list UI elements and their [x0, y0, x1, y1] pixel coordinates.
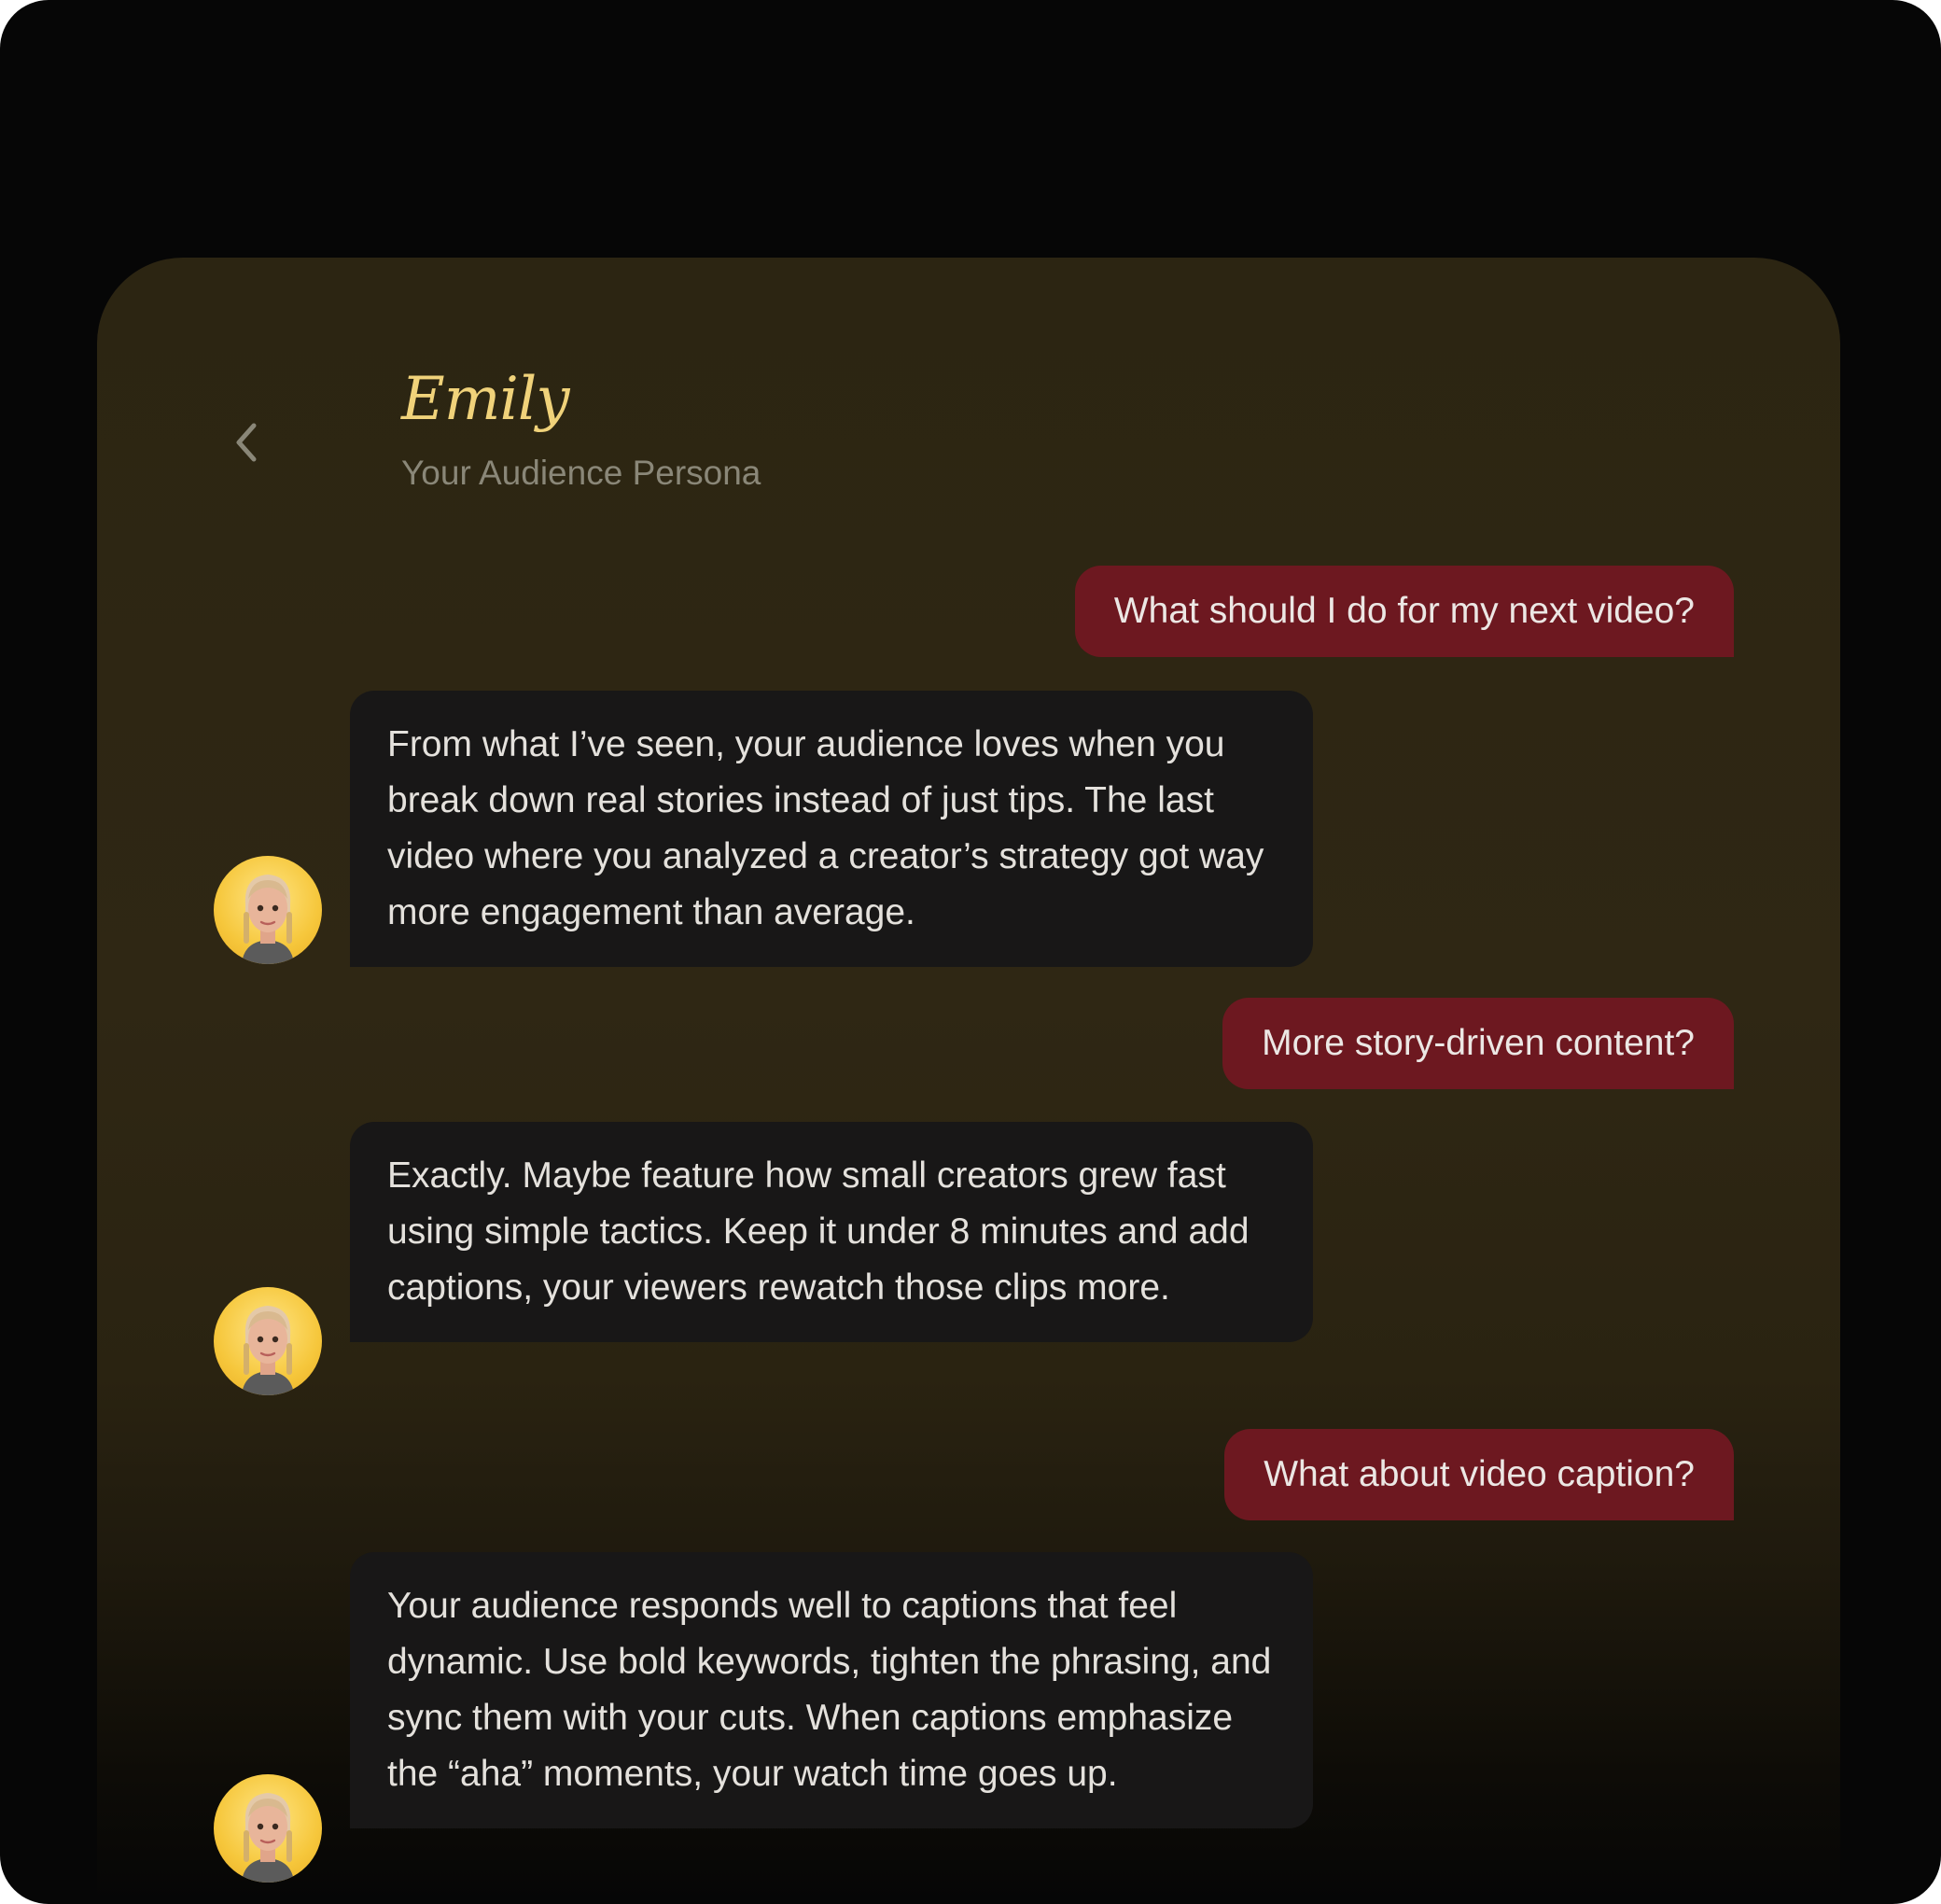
chat-panel [97, 258, 1840, 1904]
assistant-message: From what I’ve seen, your audience loves when you break down real stories instead of just tips. The last video where you analyzed a creator’s strategy got way more engagement than average. [350, 691, 1313, 967]
user-message: More story-driven content? [1222, 998, 1734, 1089]
persona-avatar [214, 856, 322, 964]
back-button[interactable] [218, 414, 274, 470]
user-message: What should I do for my next video? [1075, 566, 1734, 657]
persona-name: Emily [401, 365, 569, 434]
persona-subtitle: Your Audience Persona [401, 454, 761, 492]
persona-avatar [214, 1287, 322, 1395]
persona-avatar [214, 1774, 322, 1883]
assistant-message: Your audience responds well to captions that feel dynamic. Use bold keywords, tighten the phrasing, and sync them with your cuts. When captions emphasize the “aha” moments, your watch time goes up. [350, 1552, 1313, 1828]
user-message: What about video caption? [1224, 1429, 1734, 1520]
chevron-left-icon [230, 420, 263, 465]
assistant-message: Exactly. Maybe feature how small creators grew fast using simple tactics. Keep it under 8 minutes and add captions, your viewers rewatch those clips more. [350, 1122, 1313, 1342]
